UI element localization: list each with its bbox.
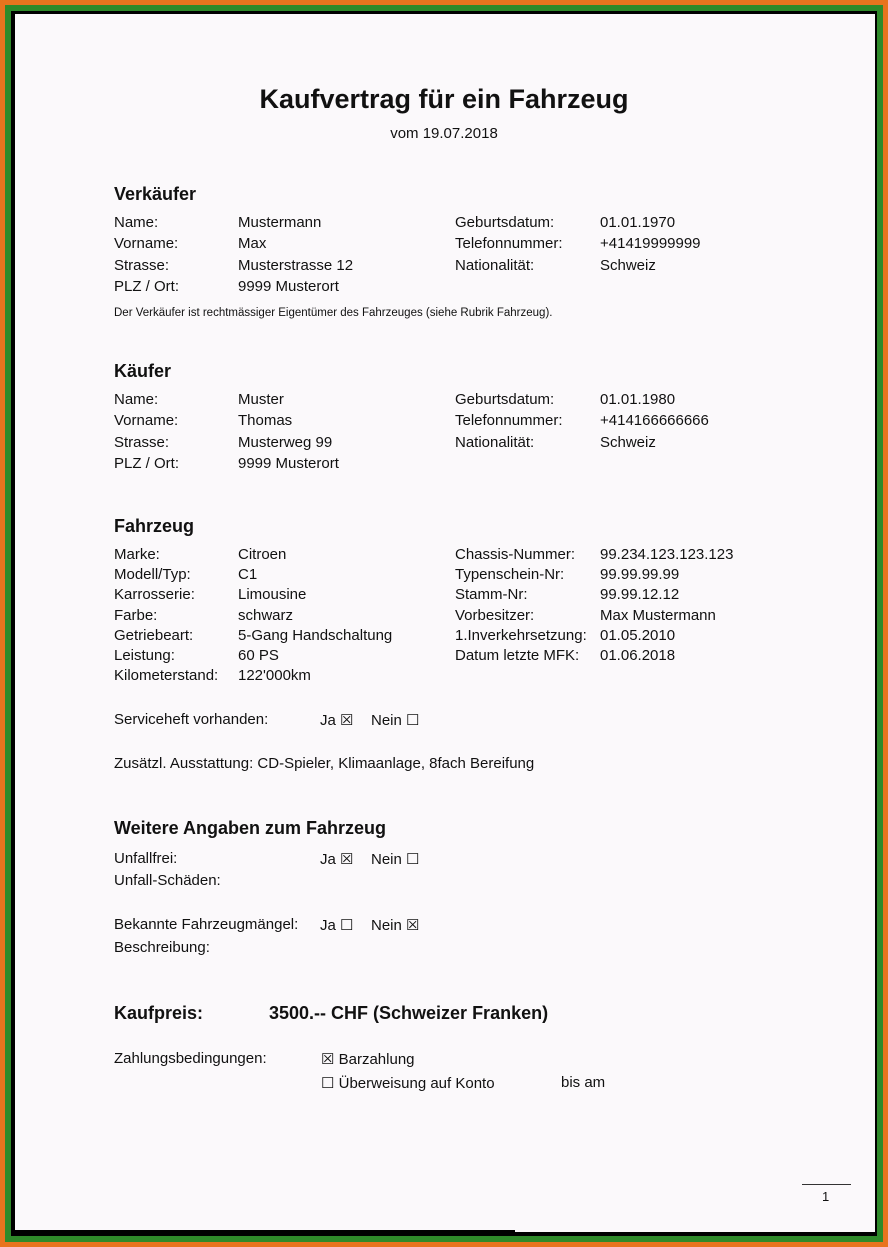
- ausstattung-text: Zusätzl. Ausstattung: CD-Spieler, Klimaanlage, 8fach Bereifung: [114, 755, 535, 772]
- field-value: Musterweg 99: [238, 434, 333, 451]
- field-value: Muster: [238, 391, 284, 408]
- zahlungsbedingungen-label: Zahlungsbedingungen:: [114, 1050, 267, 1067]
- serviceheft-label: Serviceheft vorhanden:: [114, 711, 269, 728]
- field-label: Vorbesitzer:: [455, 607, 535, 624]
- field-value: +41419999999: [600, 235, 701, 252]
- field-label: Getriebeart:: [114, 627, 194, 644]
- field-value: Thomas: [238, 412, 293, 429]
- field-label: Vorname:: [114, 412, 179, 429]
- serviceheft-nein-checkbox[interactable]: Nein ☐: [371, 712, 420, 729]
- field-value: 99.99.12.12: [600, 586, 680, 603]
- field-label: PLZ / Ort:: [114, 455, 180, 472]
- field-value: Limousine: [238, 586, 307, 603]
- field-value: Mustermann: [238, 214, 322, 231]
- field-label: Telefonnummer:: [455, 412, 563, 429]
- field-label: Nationalität:: [455, 257, 535, 274]
- maengel-nein-checkbox[interactable]: Nein ☒: [371, 917, 420, 934]
- field-value: 60 PS: [238, 647, 279, 664]
- field-label: Name:: [114, 214, 159, 231]
- field-label: Telefonnummer:: [455, 235, 563, 252]
- field-value: 01.06.2018: [600, 647, 676, 664]
- bottom-border-accent: [15, 1230, 515, 1233]
- field-label: Nationalität:: [455, 434, 535, 451]
- field-label: Stamm-Nr:: [455, 586, 528, 603]
- field-value: Citroen: [238, 546, 287, 563]
- unfallfrei-label: Unfallfrei:: [114, 850, 178, 867]
- kaufpreis-value: 3500.-- CHF (Schweizer Franken): [269, 1003, 549, 1023]
- footer-divider: [802, 1184, 851, 1185]
- serviceheft-ja-checkbox[interactable]: Ja ☒: [320, 712, 354, 729]
- section-heading-kaeufer: Käufer: [114, 361, 172, 381]
- field-value: C1: [238, 566, 258, 583]
- field-value: +414166666666: [600, 412, 709, 429]
- barzahlung-checkbox[interactable]: ☒ Barzahlung: [321, 1051, 415, 1068]
- document-title: Kaufvertrag für ein Fahrzeug: [259, 84, 629, 114]
- field-label: Farbe:: [114, 607, 158, 624]
- field-value: Max Mustermann: [600, 607, 716, 624]
- field-value: Schweiz: [600, 434, 656, 451]
- field-label: Strasse:: [114, 434, 170, 451]
- field-value: Max: [238, 235, 267, 252]
- bis-am-label: bis am: [561, 1074, 606, 1091]
- field-label: Strasse:: [114, 257, 170, 274]
- field-value: 122'000km: [238, 667, 311, 684]
- field-value: Schweiz: [600, 257, 656, 274]
- page-number: 1: [822, 1189, 830, 1204]
- field-label: Geburtsdatum:: [455, 214, 555, 231]
- unfall-schaeden-label: Unfall-Schäden:: [114, 872, 221, 889]
- field-label: Datum letzte MFK:: [455, 647, 580, 664]
- field-value: 99.234.123.123.123: [600, 546, 734, 563]
- field-value: 01.01.1980: [600, 391, 676, 408]
- field-label: Karrosserie:: [114, 586, 195, 603]
- field-label: Name:: [114, 391, 159, 408]
- maengel-label: Bekannte Fahrzeugmängel:: [114, 916, 299, 933]
- field-label: Vorname:: [114, 235, 179, 252]
- ueberweisung-checkbox[interactable]: ☐ Überweisung auf Konto: [321, 1075, 495, 1092]
- verkaeufer-note: Der Verkäufer ist rechtmässiger Eigentümer des Fahrzeuges (siehe Rubrik Fahrzeug).: [114, 307, 553, 319]
- field-label: Leistung:: [114, 647, 175, 664]
- field-label: Marke:: [114, 546, 160, 563]
- section-heading-fahrzeug: Fahrzeug: [114, 516, 195, 536]
- field-value: Musterstrasse 12: [238, 257, 354, 274]
- field-value: 9999 Musterort: [238, 278, 339, 295]
- field-label: Chassis-Nummer:: [455, 546, 576, 563]
- field-value: 01.01.1970: [600, 214, 676, 231]
- unfallfrei-ja-checkbox[interactable]: Ja ☒: [320, 851, 354, 868]
- unfallfrei-nein-checkbox[interactable]: Nein ☐: [371, 851, 420, 868]
- field-label: 1.Inverkehrsetzung:: [455, 627, 587, 644]
- field-value: 5-Gang Handschaltung: [238, 627, 393, 644]
- kaufpreis-label: Kaufpreis:: [114, 1003, 204, 1023]
- field-value: 9999 Musterort: [238, 455, 339, 472]
- section-heading-verkaeufer: Verkäufer: [114, 184, 197, 204]
- section-heading-weitere-angaben: Weitere Angaben zum Fahrzeug: [114, 818, 387, 838]
- field-value: schwarz: [238, 607, 294, 624]
- field-value: 01.05.2010: [600, 627, 676, 644]
- field-label: Modell/Typ:: [114, 566, 191, 583]
- document-date: vom 19.07.2018: [390, 125, 498, 142]
- field-label: Kilometerstand:: [114, 667, 219, 684]
- field-label: Typenschein-Nr:: [455, 566, 565, 583]
- field-label: PLZ / Ort:: [114, 278, 180, 295]
- field-value: 99.99.99.99: [600, 566, 680, 583]
- beschreibung-label: Beschreibung:: [114, 939, 210, 956]
- field-label: Geburtsdatum:: [455, 391, 555, 408]
- maengel-ja-checkbox[interactable]: Ja ☐: [320, 917, 354, 934]
